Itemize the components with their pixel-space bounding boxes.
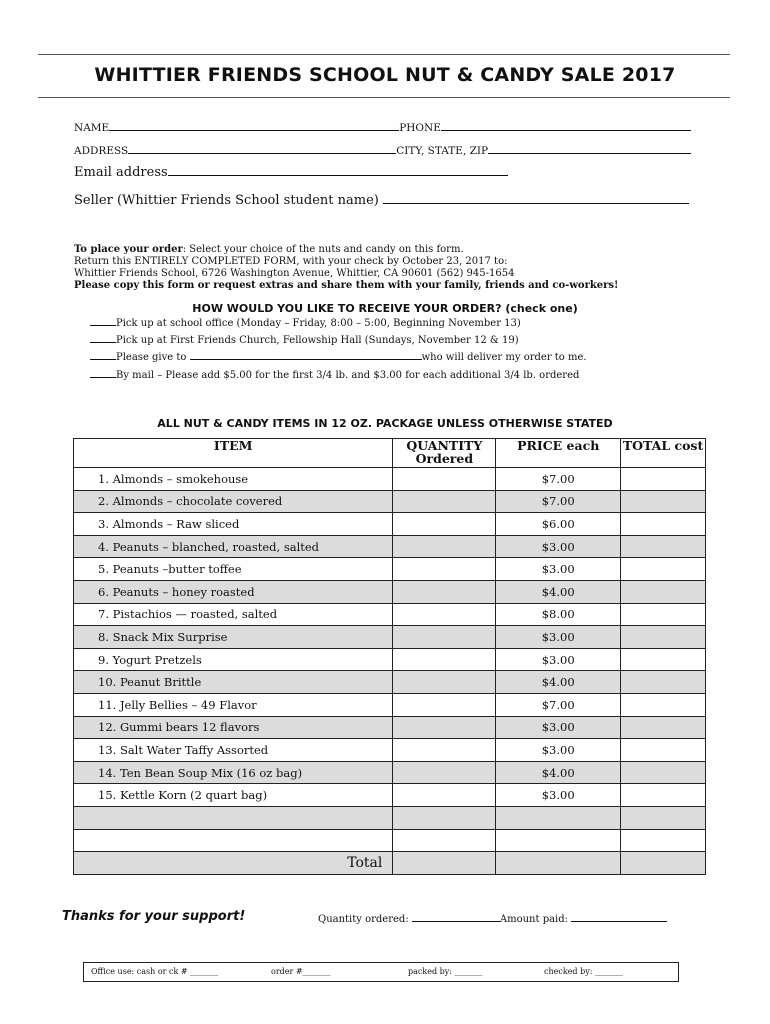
blank-item-cell[interactable]	[74, 806, 393, 829]
price-cell: $3.00	[496, 648, 621, 671]
option-3-checkbox[interactable]	[90, 350, 116, 360]
total-cost-cell[interactable]	[621, 716, 706, 739]
price-cell: $4.00	[496, 580, 621, 603]
thanks-message: Thanks for your support!	[62, 909, 246, 924]
option-school-office[interactable]	[90, 316, 521, 329]
option-3-label-a: Please give to	[116, 352, 187, 363]
item-name-cell: 14. Ten Bean Soup Mix (16 oz bag)	[74, 761, 393, 784]
price-cell: $3.00	[496, 716, 621, 739]
give-to-line[interactable]	[190, 350, 422, 360]
total-cost-cell[interactable]	[621, 603, 706, 626]
name-line[interactable]	[109, 120, 399, 131]
instructions-lead-rest: : Select your choice of the nuts and candy on this form.	[182, 244, 464, 255]
office-cash-check: Office use: cash or ck # _______	[91, 967, 219, 976]
quantity-cell[interactable]	[393, 784, 496, 807]
quantity-cell[interactable]	[393, 739, 496, 762]
qty-ordered-line[interactable]	[412, 912, 500, 922]
col-item-header: ITEM	[74, 439, 393, 468]
seller-label: Seller (Whittier Friends School student name)	[74, 193, 379, 208]
option-1-label: Pick up at school office (Monday – Friday, 8:00 – 5:00, Beginning November 13)	[116, 318, 521, 329]
price-cell: $3.00	[496, 626, 621, 649]
item-name-cell: 7. Pistachios — roasted, salted	[74, 603, 393, 626]
office-order-number: order #_______	[271, 967, 331, 976]
total-cost-cell[interactable]	[621, 671, 706, 694]
item-name-cell: 3. Almonds – Raw sliced	[74, 513, 393, 536]
option-give-to[interactable]	[90, 350, 587, 363]
instructions-line-3: Whittier Friends School, 6726 Washington Avenue, Whittier, CA 90601 (562) 945-1654	[74, 268, 515, 279]
total-cost-cell[interactable]	[621, 535, 706, 558]
table-row	[74, 716, 706, 739]
quantity-cell[interactable]	[393, 580, 496, 603]
quantity-cell[interactable]	[393, 513, 496, 536]
item-name-cell: 6. Peanuts – honey roasted	[74, 580, 393, 603]
option-3-label-b: who will deliver my order to me.	[421, 352, 587, 363]
total-label: Total	[74, 852, 393, 875]
total-cost-cell[interactable]	[621, 761, 706, 784]
quantity-cell[interactable]	[393, 693, 496, 716]
option-2-label: Pick up at First Friends Church, Fellowship Hall (Sundays, November 12 & 19)	[116, 335, 519, 346]
address-field[interactable]	[74, 143, 691, 157]
items-heading: ALL NUT & CANDY ITEMS IN 12 OZ. PACKAGE UNLESS OTHERWISE STATED	[157, 417, 613, 430]
blank-price-cell	[496, 806, 621, 829]
total-cost-cell[interactable]	[621, 513, 706, 536]
city-line[interactable]	[488, 143, 691, 154]
office-checked-by: checked by: _______	[544, 967, 623, 976]
blank-price-cell	[496, 829, 621, 852]
table-row	[74, 490, 706, 513]
item-name-cell: 15. Kettle Korn (2 quart bag)	[74, 784, 393, 807]
quantity-cell[interactable]	[393, 468, 496, 491]
instructions-lead: To place your order	[74, 244, 183, 255]
blank-item-cell[interactable]	[74, 829, 393, 852]
blank-row	[74, 806, 706, 829]
table-row	[74, 558, 706, 581]
total-cost-cell[interactable]	[621, 626, 706, 649]
option-by-mail[interactable]	[90, 368, 579, 381]
table-row	[74, 468, 706, 491]
total-cost-cell[interactable]	[621, 693, 706, 716]
city-label: CITY, STATE, ZIP	[396, 145, 489, 157]
quantity-cell[interactable]	[393, 671, 496, 694]
item-name-cell: 13. Salt Water Taffy Assorted	[74, 739, 393, 762]
total-cost-cell[interactable]	[621, 558, 706, 581]
total-qty-cell[interactable]	[393, 852, 496, 875]
item-name-cell: 4. Peanuts – blanched, roasted, salted	[74, 535, 393, 558]
price-cell: $3.00	[496, 558, 621, 581]
address-line[interactable]	[128, 143, 396, 154]
office-use-box	[83, 962, 679, 982]
option-church-pickup[interactable]	[90, 333, 519, 346]
table-row	[74, 513, 706, 536]
total-cost-cell[interactable]	[621, 490, 706, 513]
table-row	[74, 626, 706, 649]
email-label: Email address	[74, 165, 168, 180]
table-header-row	[74, 439, 706, 468]
receive-heading: HOW WOULD YOU LIKE TO RECEIVE YOUR ORDER? (check one)	[192, 302, 578, 315]
name-field[interactable]	[74, 120, 691, 134]
option-1-checkbox[interactable]	[90, 316, 116, 326]
phone-line[interactable]	[441, 120, 691, 131]
blank-total-cell[interactable]	[621, 829, 706, 852]
item-name-cell: 11. Jelly Bellies – 49 Flavor	[74, 693, 393, 716]
seller-field[interactable]	[74, 193, 689, 208]
quantity-cell[interactable]	[393, 761, 496, 784]
item-name-cell: 10. Peanut Brittle	[74, 671, 393, 694]
quantity-cell[interactable]	[393, 535, 496, 558]
option-2-checkbox[interactable]	[90, 333, 116, 343]
email-field[interactable]	[74, 165, 508, 180]
option-4-label: By mail – Please add $5.00 for the first 3/4 lb. and $3.00 for each additional 3/4 lb. ordered	[116, 370, 580, 381]
table-row	[74, 761, 706, 784]
quantity-cell[interactable]	[393, 558, 496, 581]
blank-row	[74, 829, 706, 852]
item-name-cell: 2. Almonds – chocolate covered	[74, 490, 393, 513]
total-price-cell	[496, 852, 621, 875]
option-4-checkbox[interactable]	[90, 368, 116, 378]
phone-label: PHONE	[399, 122, 441, 134]
email-line[interactable]	[168, 165, 508, 176]
price-cell: $4.00	[496, 761, 621, 784]
quantity-cell[interactable]	[393, 603, 496, 626]
price-cell: $8.00	[496, 603, 621, 626]
instructions-line-1	[74, 244, 464, 256]
blank-total-cell[interactable]	[621, 806, 706, 829]
title-rule	[38, 97, 730, 98]
amount-paid-line[interactable]	[571, 912, 667, 922]
table-row	[74, 648, 706, 671]
price-cell: $7.00	[496, 468, 621, 491]
grand-total-cell[interactable]	[621, 852, 706, 875]
instructions-line-2: Return this ENTIRELY COMPLETED FORM, with your check by October 23, 2017 to:	[74, 256, 508, 267]
office-packed-by: packed by: _______	[408, 967, 483, 976]
price-cell: $4.00	[496, 671, 621, 694]
top-rule	[38, 54, 730, 55]
quantity-cell[interactable]	[393, 716, 496, 739]
price-cell: $7.00	[496, 490, 621, 513]
quantity-cell[interactable]	[393, 648, 496, 671]
total-cost-cell[interactable]	[621, 468, 706, 491]
name-label: NAME	[74, 122, 110, 134]
table-row	[74, 784, 706, 807]
quantity-summary	[318, 912, 667, 925]
col-total-header: TOTAL cost	[621, 439, 706, 468]
table-row	[74, 603, 706, 626]
price-cell: $3.00	[496, 739, 621, 762]
total-cost-cell[interactable]	[621, 784, 706, 807]
page-title: WHITTIER FRIENDS SCHOOL NUT & CANDY SALE 2017	[94, 64, 676, 86]
item-name-cell: 9. Yogurt Pretzels	[74, 648, 393, 671]
table-row	[74, 693, 706, 716]
total-cost-cell[interactable]	[621, 648, 706, 671]
total-row	[74, 852, 706, 875]
col-quantity-header: QUANTITY Ordered	[393, 439, 496, 468]
total-cost-cell[interactable]	[621, 739, 706, 762]
total-cost-cell[interactable]	[621, 580, 706, 603]
qty-ordered-label: Quantity ordered:	[318, 914, 409, 925]
item-name-cell: 5. Peanuts –butter toffee	[74, 558, 393, 581]
blank-qty-cell[interactable]	[393, 806, 496, 829]
amount-paid-label: Amount paid:	[499, 914, 569, 925]
quantity-cell[interactable]	[393, 490, 496, 513]
table-row	[74, 739, 706, 762]
quantity-cell[interactable]	[393, 626, 496, 649]
table-row	[74, 671, 706, 694]
address-label: ADDRESS	[74, 145, 129, 157]
instructions-line-4: Please copy this form or request extras and share them with your family, friends and co-workers!	[74, 280, 619, 291]
price-cell: $3.00	[496, 535, 621, 558]
seller-line[interactable]	[383, 193, 689, 204]
table-row	[74, 535, 706, 558]
col-price-header: PRICE each	[496, 439, 621, 468]
order-table	[73, 438, 706, 875]
item-name-cell: 12. Gummi bears 12 flavors	[74, 716, 393, 739]
price-cell: $6.00	[496, 513, 621, 536]
price-cell: $3.00	[496, 784, 621, 807]
blank-qty-cell[interactable]	[393, 829, 496, 852]
item-name-cell: 8. Snack Mix Surprise	[74, 626, 393, 649]
table-row	[74, 580, 706, 603]
price-cell: $7.00	[496, 693, 621, 716]
item-name-cell: 1. Almonds – smokehouse	[74, 468, 393, 491]
